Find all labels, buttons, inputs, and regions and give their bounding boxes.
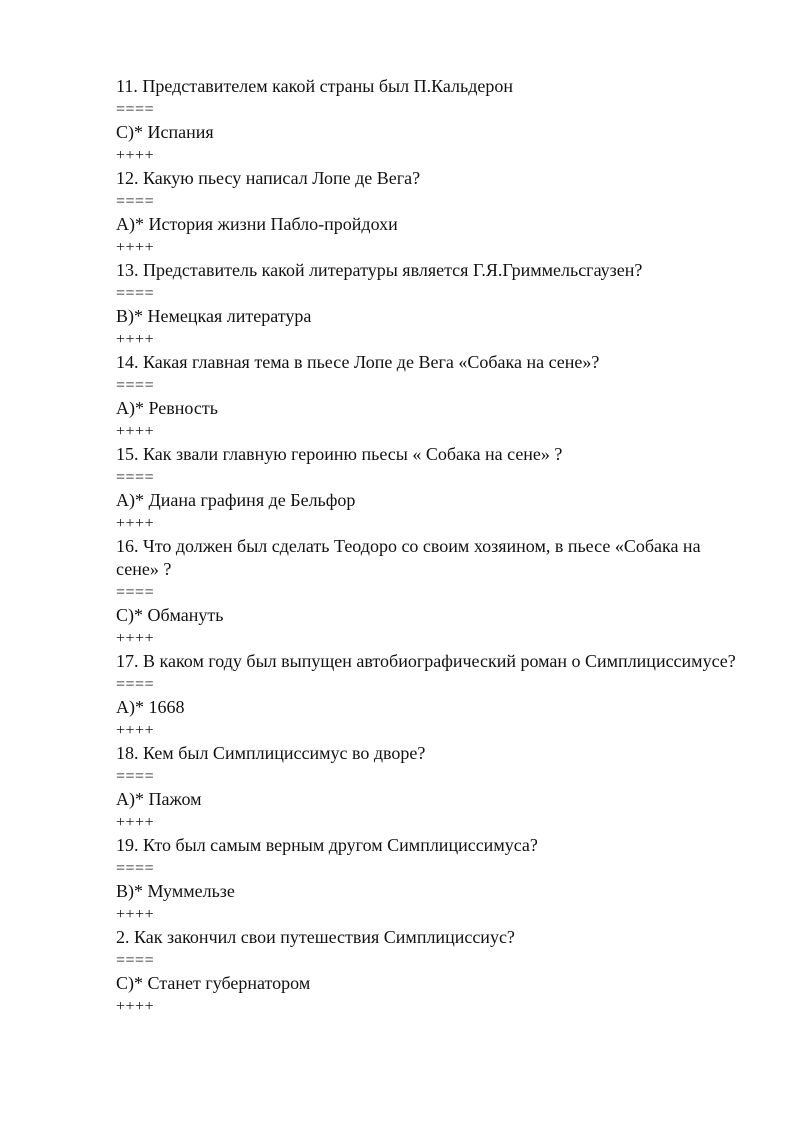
separator: ==== xyxy=(116,193,155,210)
separator: ==== xyxy=(116,676,155,693)
question-text: 16. Что должен был сделать Теодоро со своим хозяином, в пьесе «Собака на сене» ? xyxy=(116,536,701,579)
question-text: 17. В каком году был выпущен автобиографический роман о Симплициссимусе? xyxy=(116,651,736,671)
question-list xyxy=(116,75,736,1018)
answer-text: A)* История жизни Пабло-пройдохи xyxy=(116,214,398,234)
end-marker: ++++ xyxy=(116,722,155,739)
end-marker: ++++ xyxy=(116,239,155,256)
end-marker: ++++ xyxy=(116,515,155,532)
question-block xyxy=(116,834,736,926)
question-block xyxy=(116,167,736,259)
separator: ==== xyxy=(116,584,155,601)
question-block xyxy=(116,535,736,650)
end-marker: ++++ xyxy=(116,423,155,440)
answer-text: C)* Испания xyxy=(116,122,214,142)
question-text: 19. Кто был самым верным другом Симплициссимуса? xyxy=(116,835,538,855)
question-block xyxy=(116,75,736,167)
answer-text: A)* Диана графиня де Бельфор xyxy=(116,490,356,510)
answer-text: A)* Ревность xyxy=(116,398,218,418)
answer-text: C)* Обмануть xyxy=(116,605,224,625)
end-marker: ++++ xyxy=(116,331,155,348)
question-block xyxy=(116,650,736,742)
question-block xyxy=(116,443,736,535)
separator: ==== xyxy=(116,952,155,969)
end-marker: ++++ xyxy=(116,998,155,1015)
question-text: 14. Какая главная тема в пьесе Лопе де Вега «Собака на сене»? xyxy=(116,352,600,372)
separator: ==== xyxy=(116,860,155,877)
question-text: 13. Представитель какой литературы является Г.Я.Гриммельсгаузен? xyxy=(116,260,643,280)
separator: ==== xyxy=(116,377,155,394)
separator: ==== xyxy=(116,469,155,486)
separator: ==== xyxy=(116,101,155,118)
end-marker: ++++ xyxy=(116,814,155,831)
answer-text: B)* Муммельзе xyxy=(116,881,235,901)
question-block xyxy=(116,351,736,443)
question-text: 2. Как закончил свои путешествия Симплициссиус? xyxy=(116,927,515,947)
answer-text: A)* Пажом xyxy=(116,789,202,809)
question-text: 11. Представителем какой страны был П.Кальдерон xyxy=(116,76,513,96)
question-block xyxy=(116,926,736,1018)
question-text: 18. Кем был Симплициссимус во дворе? xyxy=(116,743,426,763)
separator: ==== xyxy=(116,768,155,785)
question-block xyxy=(116,259,736,351)
end-marker: ++++ xyxy=(116,906,155,923)
end-marker: ++++ xyxy=(116,147,155,164)
separator: ==== xyxy=(116,285,155,302)
answer-text: A)* 1668 xyxy=(116,697,185,717)
question-text: 15. Как звали главную героиню пьесы « Собака на сене» ? xyxy=(116,444,563,464)
answer-text: B)* Немецкая литература xyxy=(116,306,312,326)
question-text: 12. Какую пьесу написал Лопе де Вега? xyxy=(116,168,421,188)
answer-text: C)* Станет губернатором xyxy=(116,973,311,993)
end-marker: ++++ xyxy=(116,630,155,647)
question-block xyxy=(116,742,736,834)
